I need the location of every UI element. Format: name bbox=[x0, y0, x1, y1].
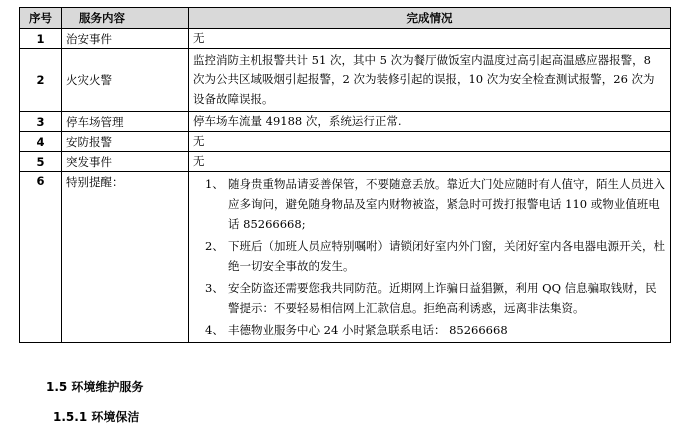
row-num: 4 bbox=[20, 132, 62, 152]
row-content: 无 bbox=[189, 132, 671, 152]
header-num: 序号 bbox=[20, 8, 62, 29]
row-content: 停车场车流量 49188 次，系统运行正常. bbox=[189, 112, 671, 132]
list-item-text: 下班后（加班人员应特别嘱咐）请锁闭好室内外门窗，关闭好室内各电器电源开关，杜绝一切安全事故的发生。 bbox=[228, 239, 665, 273]
row-content: 监控消防主机报警共计 51 次，其中 5 次为餐厅做饭室内温度过高引起高温感应器报警，8 次为公共区域吸烟引起报警，2 次为装修引起的误报，10 次为安全检查测试报警，26 次为设备故障误报。 bbox=[189, 49, 671, 112]
list-item-index: 1、 bbox=[205, 177, 224, 191]
table-row bbox=[20, 112, 671, 132]
row-num: 3 bbox=[20, 112, 62, 132]
row-service: 治安事件 bbox=[62, 29, 189, 49]
list-item bbox=[193, 320, 666, 340]
row-service: 火灾火警 bbox=[62, 49, 189, 112]
row-content: 无 bbox=[189, 29, 671, 49]
list-item-index: 2、 bbox=[205, 239, 224, 253]
list-item bbox=[193, 278, 666, 318]
row-content: 无 bbox=[189, 152, 671, 172]
list-item-index: 4、 bbox=[205, 323, 224, 337]
list-item-index: 3、 bbox=[205, 281, 224, 295]
table-row-special bbox=[20, 172, 671, 343]
table-row bbox=[20, 132, 671, 152]
list-item-text: 丰德物业服务中心 24 小时紧急联系电话： 85266668 bbox=[228, 323, 508, 337]
reminder-list-cell bbox=[189, 172, 671, 343]
row-num: 5 bbox=[20, 152, 62, 172]
table-row bbox=[20, 152, 671, 172]
row-num: 6 bbox=[20, 172, 62, 343]
table-header-row bbox=[20, 8, 671, 29]
row-num: 2 bbox=[20, 49, 62, 112]
service-report-table bbox=[19, 7, 671, 343]
subsection-heading-cleaning: 1.5.1 环境保洁 bbox=[53, 410, 140, 424]
row-num: 1 bbox=[20, 29, 62, 49]
list-item bbox=[193, 236, 666, 276]
section-heading-environment: 1.5 环境维护服务 bbox=[46, 380, 144, 394]
row-service: 特别提醒： bbox=[62, 172, 189, 343]
table-row bbox=[20, 29, 671, 49]
row-service: 停车场管理 bbox=[62, 112, 189, 132]
header-status: 完成情况 bbox=[189, 8, 671, 29]
header-service: 服务内容 bbox=[62, 8, 189, 29]
reminder-list bbox=[193, 174, 666, 340]
list-item-text: 随身贵重物品请妥善保管，不要随意丢放。靠近大门处应随时有人值守，陌生人员进入应多询问，避免随身物品及室内财物被盗，紧急时可拨打报警电话 110 或物业值班电话 85266668; bbox=[228, 177, 665, 231]
list-item-text: 安全防盗还需要您我共同防范。近期网上诈骗日益猖獗，利用 QQ 信息骗取钱财，民警提示：不要轻易相信网上汇款信息。拒绝高利诱惑，远离非法集资。 bbox=[228, 281, 657, 315]
row-service: 安防报警 bbox=[62, 132, 189, 152]
row-service: 突发事件 bbox=[62, 152, 189, 172]
table-row bbox=[20, 49, 671, 112]
list-item bbox=[193, 174, 666, 234]
